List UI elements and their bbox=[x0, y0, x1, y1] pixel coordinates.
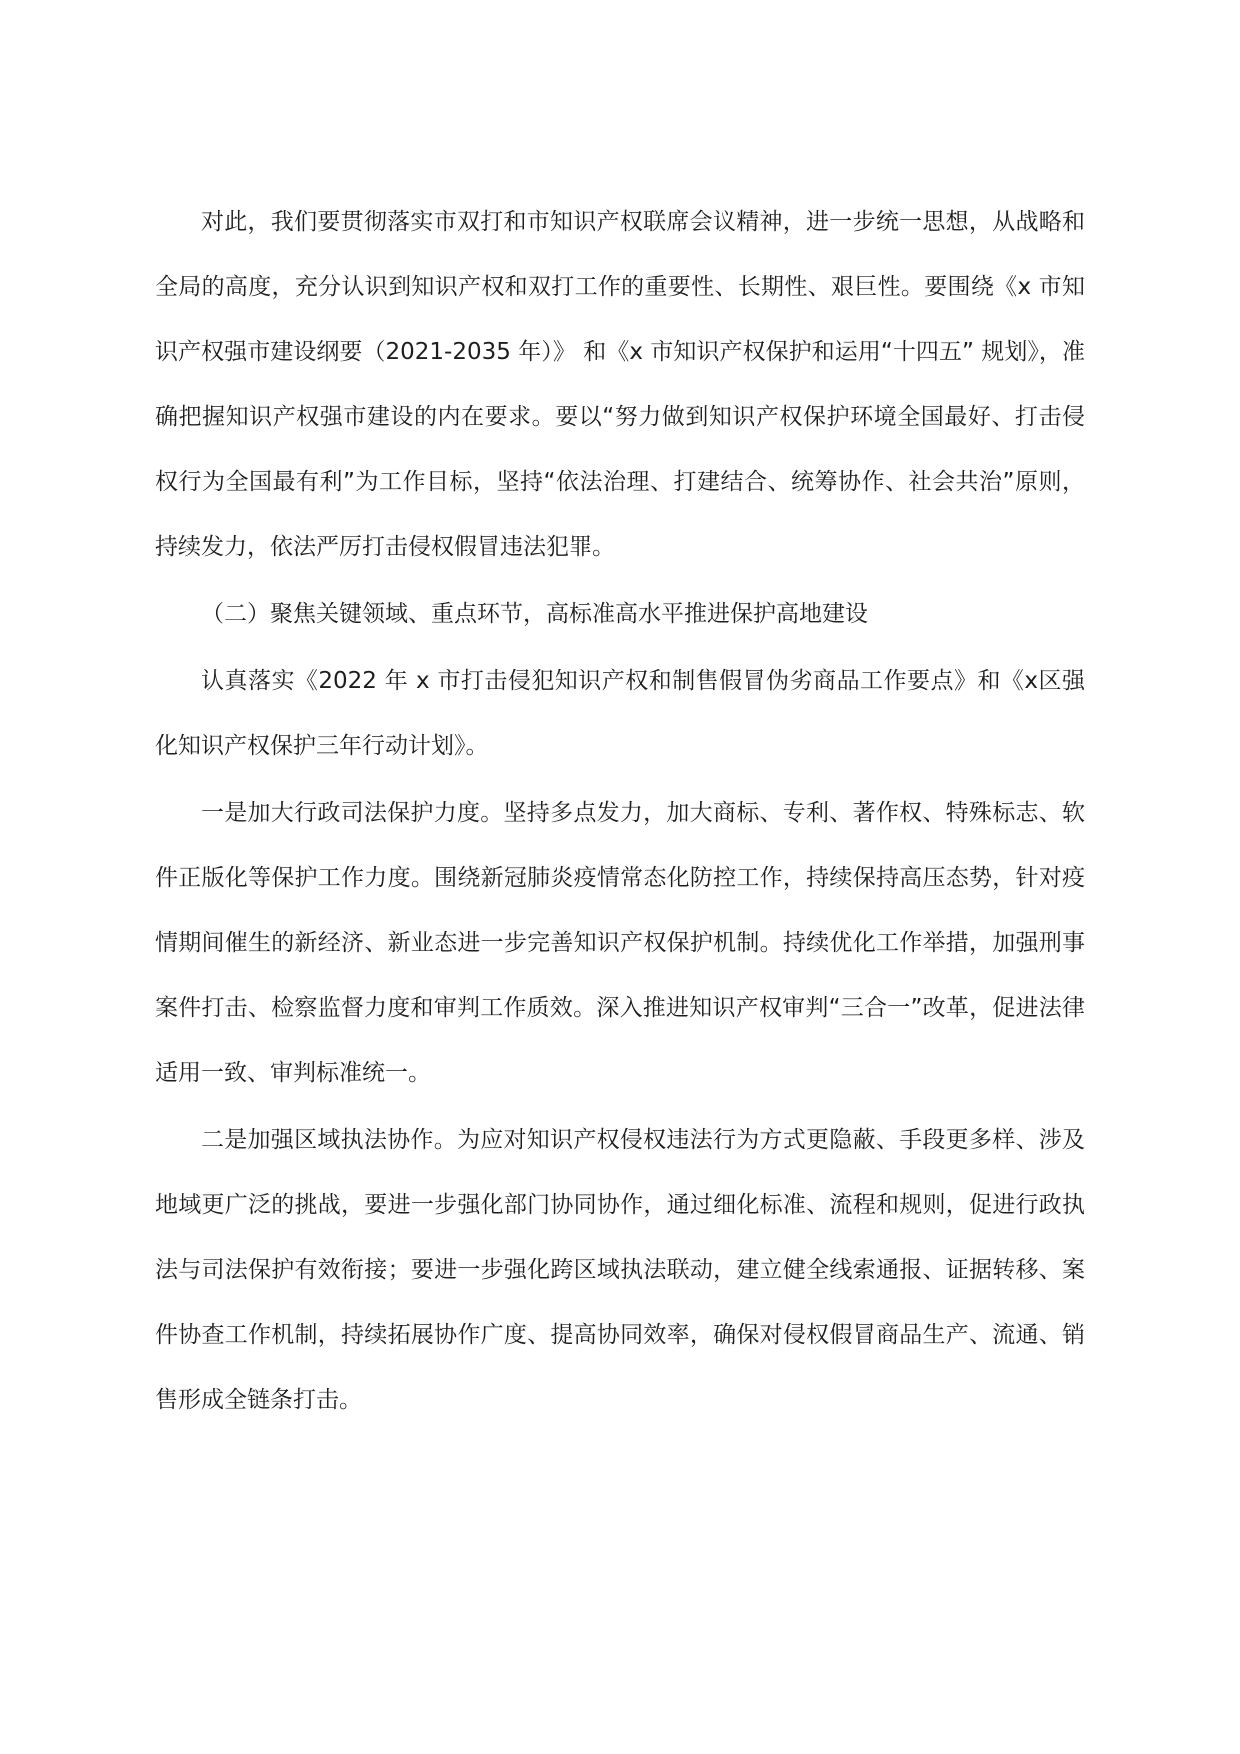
section-heading-2: （二）聚焦关键领域、重点环节，高标准高水平推进保护高地建设 bbox=[201, 601, 868, 627]
paragraph-thinking-unification: 对此，我们要贯彻落实市双打和市知识产权联席会议精神，进一步统一思想，从战略和全局的高度，充分认识到知识产权和双打工作的重要性、长期性、艰巨性。要围绕《x 市知识产权强市建设纲要（2021-2035 年）》 和《x 市知识产权保护和运用“十四五” 规划》，准确把握知识产权强市建设的内在要求。要以“努力做到知识产权保护环境全国最好、打击侵权行为全国最有利”为工作目标，坚持“依法治理、打建结合、统筹协作、社会共治”原则，持续发力，依法严厉打击侵权假冒违法犯罪。 bbox=[155, 209, 1085, 560]
paragraph-implementation-plans: 认真落实《2022 年 x 市打击侵犯知识产权和制售假冒伪劣商品工作要点》和《x区强化知识产权保护三年行动计划》。 bbox=[155, 668, 1085, 759]
paragraph-administrative-judicial-protection: 一是加大行政司法保护力度。坚持多点发力，加大商标、专利、著作权、特殊标志、软件正版化等保护工作力度。围绕新冠肺炎疫情常态化防控工作，持续保持高压态势，针对疫情期间催生的新经济、新业态进一步完善知识产权保护机制。持续优化工作举措，加强刑事案件打击、检察监督力度和审判工作质效。深入推进知识产权审判“三合一”改革，促进法律适用一致、审判标准统一。 bbox=[155, 800, 1085, 1086]
document-body bbox=[155, 190, 1085, 1435]
paragraph-regional-enforcement-cooperation: 二是加强区域执法协作。为应对知识产权侵权违法行为方式更隐蔽、手段更多样、涉及地域更广泛的挑战，要进一步强化部门协同协作，通过细化标准、流程和规则，促进行政执法与司法保护有效衔接；要进一步强化跨区域执法联动，建立健全线索通报、证据转移、案件协查工作机制，持续拓展协作广度、提高协同效率，确保对侵权假冒商品生产、流通、销售形成全链条打击。 bbox=[155, 1127, 1085, 1413]
